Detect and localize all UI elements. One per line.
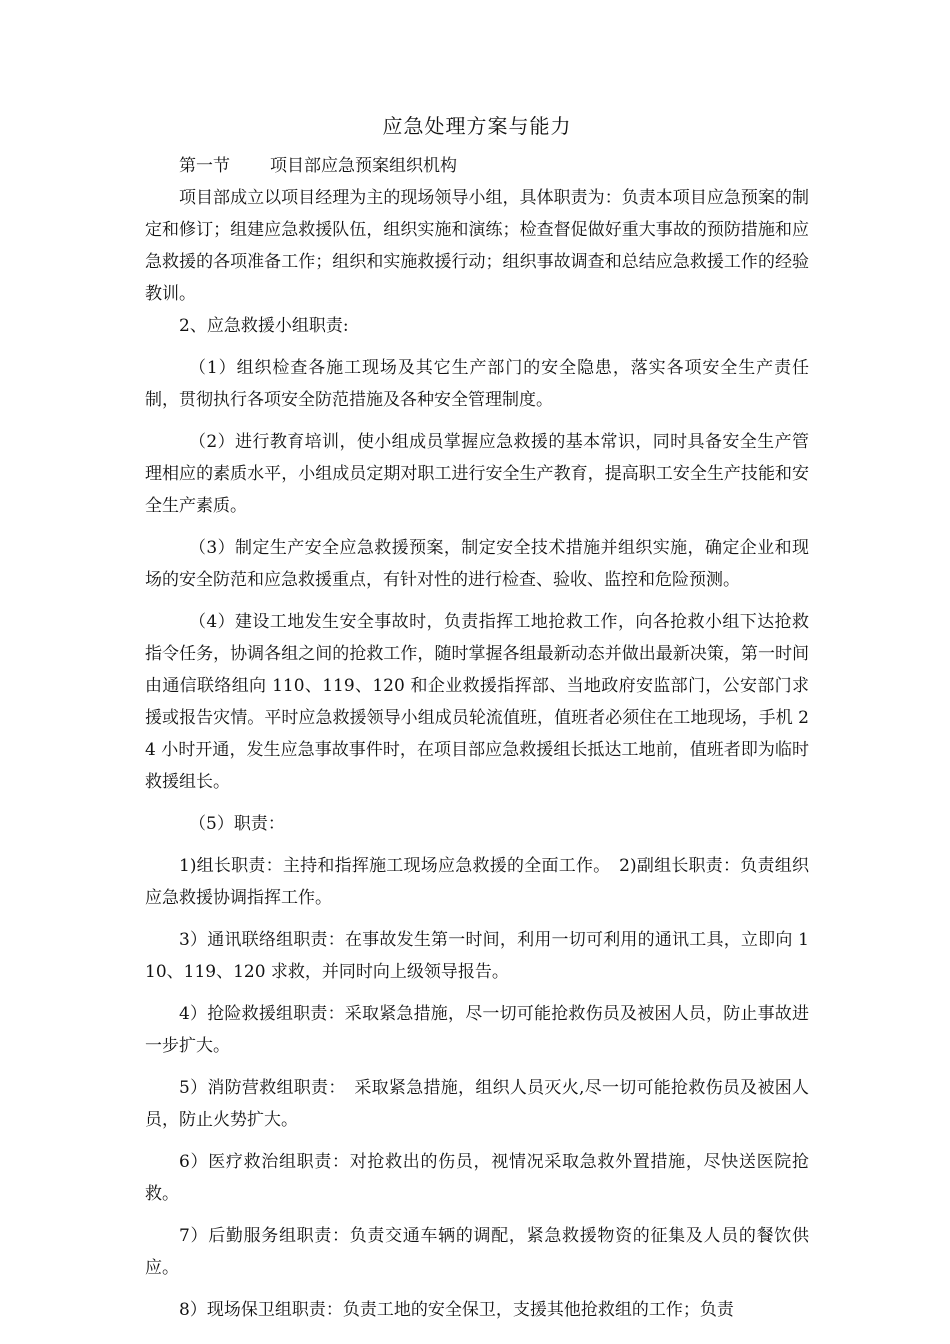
paragraph-duty-5: （5）职责：	[189, 814, 285, 834]
paragraph-role-6: 6）医疗救治组职责：对抢救出的伤员，视情况采取急救外置措施，尽快送医院抢救。	[145, 1152, 809, 1204]
paragraph-intro: 项目部成立以项目经理为主的现场领导小组，具体职责为：负责本项目应急预案的制定和修订；组建应急救援队伍，组织实施和演练；检查督促做好重大事故的预防措施和应急救援的各项准备工作；组织和实施救援行动；组织事故调查和总结应急救援工作的经验教训。	[145, 188, 809, 304]
section-heading	[145, 150, 809, 182]
paragraph-duty-4: （4）建设工地发生安全事故时，负责指挥工地抢救工作，向各抢救小组下达抢救指令任务，协调各组之间的抢救工作，随时掌握各组最新动态并做出最新决策，第一时间由通信联络组向 110、119、120 和企业救援指挥部、当地政府安监部门，公安部门求援或报告灾情。平时应急救援领导小组成员轮流值班，值班者必须住在工地现场，手机 24 小时开通，发生应急事故事件时，在项目部应急救援组长抵达工地前，值班者即为临时救援组长。	[145, 612, 809, 792]
paragraph-role-5: 5）消防营救组职责： 采取紧急措施，组织人员灭火,尽一切可能抢救伤员及被困人员，防止火势扩大。	[145, 1078, 809, 1130]
paragraph-duty-1: （1）组织检查各施工现场及其它生产部门的安全隐患，落实各项安全生产责任制，贯彻执行各项安全防范措施及各种安全管理制度。	[145, 358, 809, 410]
paragraph-duty-2: （2）进行教育培训，使小组成员掌握应急救援的基本常识，同时具备安全生产管理相应的素质水平，小组成员定期对职工进行安全生产教育，提高职工安全生产技能和安全生产素质。	[145, 432, 809, 516]
paragraph-role-1-2: 1)组长职责：主持和指挥施工现场应急救援的全面工作。 2)副组长职责：负责组织应急救援协调指挥工作。	[145, 856, 809, 908]
paragraph-subheading: 2、应急救援小组职责:	[179, 316, 349, 336]
paragraph-role-4: 4）抢险救援组职责：采取紧急措施，尽一切可能抢救伤员及被困人员，防止事故进一步扩大。	[145, 1004, 809, 1056]
section-number: 第一节	[179, 156, 230, 176]
paragraph-role-3: 3）通讯联络组职责：在事故发生第一时间，利用一切可利用的通讯工具，立即向 110、119、120 求救，并同时向上级领导报告。	[145, 930, 809, 982]
paragraph-duty-3: （3）制定生产安全应急救援预案，制定安全技术措施并组织实施，确定企业和现场的安全防范和应急救援重点，有针对性的进行检查、验收、监控和危险预测。	[145, 538, 809, 590]
document-page	[145, 108, 809, 1326]
paragraph-role-8: 8）现场保卫组职责：负责工地的安全保卫，支援其他抢救组的工作；负责	[179, 1300, 734, 1320]
section-name: 项目部应急预案组织机构	[270, 156, 457, 176]
document-title: 应急处理方案与能力	[382, 114, 572, 138]
paragraph-role-7: 7）后勤服务组职责：负责交通车辆的调配，紧急救援物资的征集及人员的餐饮供应。	[145, 1226, 809, 1278]
